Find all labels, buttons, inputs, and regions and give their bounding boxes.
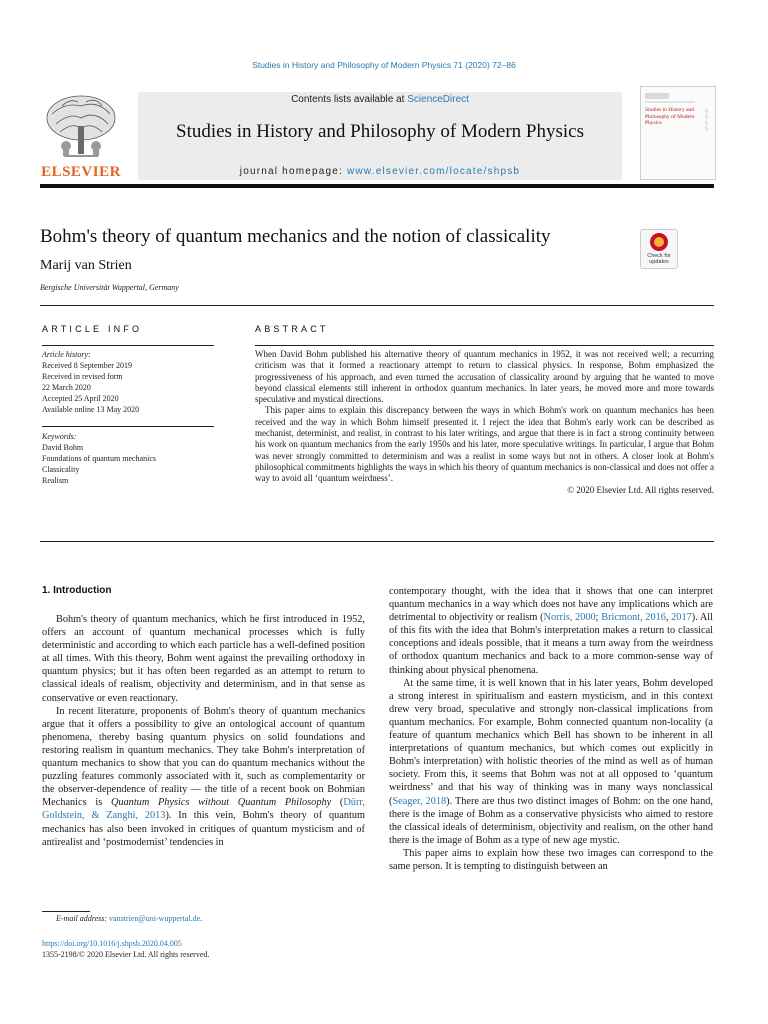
author-affiliation: Bergische Universität Wuppertal, Germany bbox=[40, 283, 179, 292]
reference-link-durr[interactable]: Dürr, Goldstein, & Zanghì, 2013 bbox=[42, 797, 365, 822]
reference-link-bricmont-2017[interactable]: 2017 bbox=[671, 612, 692, 624]
journal-cover-thumbnail[interactable] bbox=[640, 86, 716, 180]
keyword-item: Foundations of quantum mechanics bbox=[42, 454, 156, 463]
keywords-list bbox=[42, 431, 214, 486]
contents-line bbox=[138, 94, 622, 105]
history-item: 22 March 2020 bbox=[42, 383, 91, 392]
text-run: At the same time, it is well known that in his later years, Bohm developed a strong interest in spiritualism and eastern mysticism, and in this context drew very broad, speculative and strongly non-classical implications from quantum mechanics. For example, Bohm connected quantum non-locality (a feature of quantum mechanics which Bell has shown to be inherent in all interpretations of quantum mechanics, but which comes out explicitly in Bohm's interpretation) with holistic theories of the mind as well as of human society. From this, it seems that Bohm was not at all opposed to ‘quantum weirdness’ and that his way of thinking was in many ways nonclassical ( bbox=[389, 677, 713, 807]
section-heading-introduction: 1. Introduction bbox=[42, 585, 112, 596]
contents-prefix: Contents lists available at bbox=[291, 94, 408, 105]
abstract-copyright: © 2020 Elsevier Ltd. All rights reserved. bbox=[567, 484, 714, 495]
article-title: Bohm's theory of quantum mechanics and the notion of classicality bbox=[40, 226, 551, 247]
article-history bbox=[42, 349, 214, 415]
body-paragraph: Bohm's theory of quantum mechanics, which he first introduced in 1952, offers an account of quantum mechanical processes which is fully deterministic and according to which each particle has a well-defined position at all times. With this theory, Bohm went against the prevailing orthodoxy in quantum physics; but it has often been regarded as an attempt to return to classical ideals of realism, objectivity and determinism, and in that sense as conservative or even reactionary. bbox=[42, 614, 365, 704]
email-label: E-mail address: bbox=[56, 914, 110, 923]
cover-decoration-icon: § § § § bbox=[705, 109, 708, 133]
abstract-heading: ABSTRACT bbox=[255, 324, 329, 334]
keyword-item: Realism bbox=[42, 476, 69, 485]
issn-copyright: 1355-2198/© 2020 Elsevier Ltd. All rights reserved. bbox=[42, 950, 210, 959]
journal-homepage-link[interactable]: www.elsevier.com/locate/shpsb bbox=[347, 166, 521, 177]
article-info-rule bbox=[42, 345, 214, 346]
author-email-link[interactable]: vanstrien@uni-wuppertal.de bbox=[109, 914, 201, 923]
elsevier-logo[interactable] bbox=[40, 92, 122, 184]
article-info-heading: ARTICLE INFO bbox=[42, 324, 143, 334]
body-column-right bbox=[389, 585, 713, 873]
body-paragraph: In recent literature, proponents of Bohm's theory of quantum mechanics argue that it offers a possibility to give an ontological account of quantum phenomena, thereby basing quantum physics on solid foundations and restoring realism in quantum mechanics. They take Bohm's interpretation of quantum mechanics to show that you can do quantum mechanics without the puzzling features commonly associated with it, such as complementarity or the observer-dependence of reality — the title of a recent book on Bohmian Mechanics is Quantum Physics without Quantum Philosophy (Dürr, Goldstein, & Zanghì, 2013). In this vein, Bohm's theory of quantum mechanics has also been invoked in critiques of quantum mysticism and of antirealist and ‘postmodernist’ tendencies in bbox=[42, 705, 365, 848]
keywords-rule bbox=[42, 426, 214, 427]
homepage-prefix: journal homepage: bbox=[239, 166, 347, 177]
keyword-item: David Bohm bbox=[42, 443, 84, 452]
history-item: Received in revised form bbox=[42, 372, 123, 381]
book-title: Quantum Physics without Quantum Philosophy bbox=[110, 797, 332, 809]
abstract-bottom-rule bbox=[40, 541, 714, 542]
cover-line bbox=[645, 101, 695, 103]
text-run: In recent literature, proponents of Bohm's theory of quantum mechanics argue that it offers a possibility to give an ontological account of quantum phenomena, thereby basing quantum physics on solid foundations and restoring realism in quantum mechanics. They take Bohm's interpretation of quantum mechanics to show that you can do quantum mechanics without the puzzling features commonly associated with it, such as complementarity or the observer-dependence of reality — the title of a recent book on Bohmian Mechanics is bbox=[42, 705, 365, 809]
check-updates-icon bbox=[650, 233, 668, 251]
history-item: Available online 13 May 2020 bbox=[42, 405, 140, 414]
header-rule bbox=[40, 184, 714, 188]
text-run: ). There are thus two distinct images of Bohm: on the one hand, there is the image of Bohm as a conservative physicists who aimed to restore the classical ideals of determinism, objectivity and realism, on the other hand there is the image of Bohm as a type of new age mystic. bbox=[389, 795, 713, 846]
keyword-item: Classicality bbox=[42, 465, 80, 474]
body-column-left bbox=[42, 613, 365, 849]
body-paragraph: contemporary thought, with the idea that it shows that one can interpret quantum mechanics in a way which does not have any implications which are detrimental to objectivity or realism (Norris, 2000; Bricmont, 2016, 2017). All of this fits with the idea that Bohm's interpretation makes a return to classical conceptions and ideals possible, that it means a turn away from the weirdness of orthodox quantum mechanics and back to a more common-sense way of thinking about physical phenomena. bbox=[389, 586, 713, 676]
reference-link-seager[interactable]: Seager, 2018 bbox=[392, 795, 447, 807]
abstract-body bbox=[255, 349, 714, 496]
text-run: ). All of this fits with the idea that Bohm's interpretation makes a return to classical conceptions and ideals possible, that it means a turn away from the weirdness of orthodox quantum mechanics and back to a more common-sense way of thinking about physical phenomena. bbox=[389, 612, 713, 676]
journal-title: Studies in History and Philosophy of Modern Physics bbox=[176, 121, 584, 142]
body-paragraph: This paper aims to explain how these two images can correspond to the same person. It is tempting to distinguish between an bbox=[389, 847, 713, 872]
doi-link[interactable]: https://doi.org/10.1016/j.shpsb.2020.04.005 bbox=[42, 939, 182, 948]
body-paragraph bbox=[389, 677, 713, 847]
cover-title: Studies in History and Philosophy of Modern Physics bbox=[645, 107, 695, 126]
text-run: contemporary thought, with the idea that it shows that one can interpret quantum mechanics in a way which does not have any implications which are detrimental to objectivity or realism ( bbox=[389, 586, 713, 624]
abstract-paragraph-2: This paper aims to explain this discrepancy between the ways in which Bohm's work on quantum mechanics has been received and the way in which Bohm himself presented it. I reject the idea that Bohm's early work can be described as mechanist, determinist, and realist, in contrast to his later writings, and argue that there is in fact a strong continuity between his work on quantum mechanics from the early 1950s and his later, more speculative writings. In particular, I argue that Bohm was never strongly committed to determinism and was a realist in some ways but not in others. A closer look at Bohm's philosophical commitments highlights the ways in which his theory of quantum mechanics is non-classical and does not offer a way to avoid all ‘quantum weirdness’. bbox=[255, 405, 714, 484]
publisher-name: ELSEVIER bbox=[41, 164, 121, 180]
footnote-rule bbox=[42, 911, 90, 912]
text-run: . In this vein, Bohm's theory of quantum mechanics has also been invoked in critiques of quantum mysticism and of antirealist and ‘postmodernist’ tendencies in bbox=[42, 810, 365, 848]
journal-homepage-line bbox=[138, 166, 622, 177]
journal-citation[interactable]: Studies in History and Philosophy of Modern Physics 71 (2020) 72–86 bbox=[252, 60, 516, 70]
check-updates-label: Check for updates bbox=[647, 253, 671, 265]
abstract-rule bbox=[255, 345, 714, 346]
abstract-paragraph-1: When David Bohm published his alternative theory of quantum mechanics in 1952, it was not received well; a recurring criticism was that it formed a reactionary attempt to return to classical physics. In response, Bohm emphasized the progressiveness of his approach, and even turned the accusation of classicality around by arguing that he wanted to move beyond classical elements still inherent in orthodox quantum mechanics. In later years, he moved more and more towards speculative and mystical directions. bbox=[255, 349, 714, 405]
history-label: Article history: bbox=[42, 350, 91, 359]
sciencedirect-link[interactable]: ScienceDirect bbox=[407, 94, 469, 105]
title-rule bbox=[40, 305, 714, 306]
elsevier-tree-icon bbox=[40, 92, 122, 162]
history-item: Received 8 September 2019 bbox=[42, 361, 132, 370]
check-for-updates-badge[interactable] bbox=[640, 229, 678, 269]
reference-link-bricmont-2016[interactable]: Bricmont, 2016 bbox=[601, 612, 666, 624]
reference-link-norris[interactable]: Norris, 2000 bbox=[543, 612, 596, 624]
keywords-label: Keywords: bbox=[42, 432, 77, 441]
cover-header-bar bbox=[645, 93, 669, 99]
article-author[interactable]: Marij van Strien bbox=[40, 258, 132, 273]
author-email-footnote: E-mail address: vanstrien@uni-wuppertal.de. bbox=[56, 914, 203, 923]
history-item: Accepted 25 April 2020 bbox=[42, 394, 119, 403]
